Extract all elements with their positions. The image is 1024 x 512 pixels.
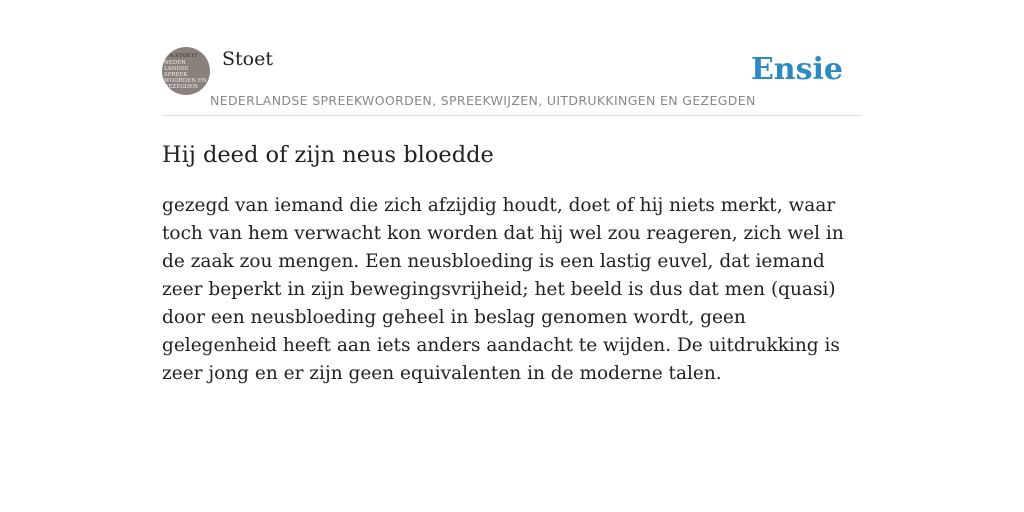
ensie-logo[interactable]: Ensie [750,52,843,87]
entry-title: Hij deed of zijn neus bloedde [162,142,494,168]
entry-definition: gezegd van iemand die zich afzijdig houdt, doet of hij niets merkt, waar toch van hem verwacht kon worden dat hij wel zou reageren, zich wel in de zaak zou mengen. Een neusbloeding is een lastig euvel, dat iemand zeer beperkt in zijn bewegingsvrijheid; het beeld is dus dat men (quasi) door een neusbloeding geheel in beslag genomen wordt, geen gelegenheid heeft aan iets anders aandacht te wijden. De uitdrukking is zeer jong en er zijn geen equivalenten in de moderne talen. [162,195,844,384]
source-header [162,46,862,116]
book-cover-title: NEDER LANDSE SPREEK WOORDEN EN GEZEGDEN [164,60,207,90]
book-cover-author: F.A.STOETT [165,53,198,59]
book-cover-image[interactable] [162,47,210,95]
header-divider [162,115,862,116]
source-subtitle: NEDERLANDSE SPREEKWOORDEN, SPREEKWIJZEN, UITDRUKKINGEN EN GEZEGDEN [210,93,756,108]
source-name-link[interactable]: Stoet [222,48,273,70]
